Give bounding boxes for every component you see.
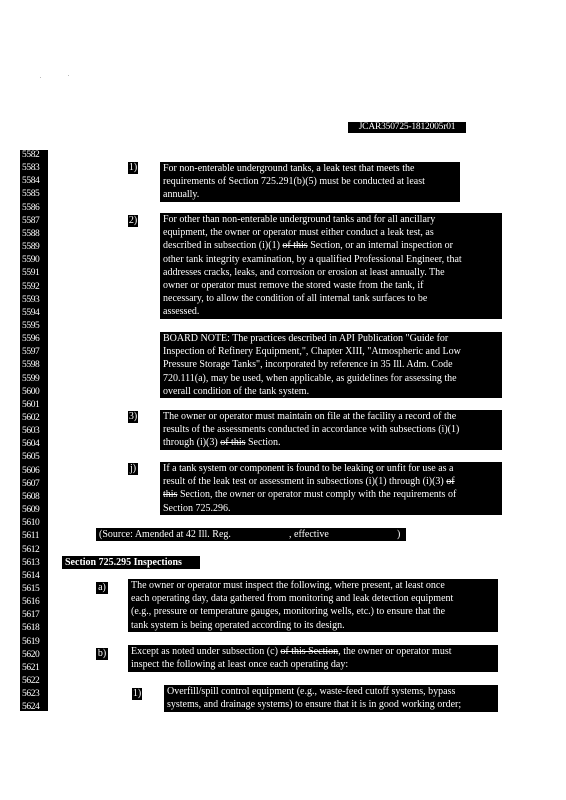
line-number: 5582 [22, 150, 40, 160]
item-1-line: For non-enterable underground tanks, a leak test that meets the [163, 163, 415, 174]
line-number: 5604 [22, 439, 40, 450]
line-number: 5624 [22, 702, 40, 713]
subsection-b1-marker: 1) [132, 688, 142, 699]
line-number: 5587 [22, 215, 40, 226]
item-2-line: other tank integrity examination, by a qualified Professional Engineer, that [163, 253, 462, 265]
deleted-text: of [446, 476, 455, 488]
item-2-line: owner or operator must remove the stored waste from the tank, if [163, 280, 424, 292]
board-note-line: overall condition of the tank system. [163, 385, 310, 397]
line-number: 5610 [22, 518, 40, 529]
item-2-line: For other than non-enterable underground tanks and for all ancillary [163, 214, 436, 225]
item-j-marker: j) [129, 463, 137, 474]
subsection-a-line: (e.g., pressure or temperature gauges, monitoring wells, etc.) to ensure that the [131, 606, 446, 618]
line-number: 5588 [22, 228, 40, 239]
line-number: 5613 [22, 557, 40, 568]
line-number: 5584 [22, 176, 40, 187]
board-note-line: Pressure Storage Tanks", incorporated by reference in 35 Ill. Adm. Code [163, 359, 453, 371]
line-number: 5615 [22, 583, 40, 594]
item-3-text [160, 410, 502, 450]
item-3-line: through (i)(3) of this Section. [163, 437, 281, 449]
line-number: 5597 [22, 347, 40, 358]
item-2-text [160, 213, 502, 319]
line-number: 5599 [22, 373, 40, 384]
line-number: 5614 [22, 570, 40, 581]
item-j-text [160, 462, 502, 515]
source-text: (Source: Amended at 42 Ill. Reg. [99, 529, 231, 540]
item-2-line: necessary, to allow the condition of all internal tank surfaces to be [163, 293, 428, 305]
item-3-marker: 3) [128, 411, 138, 422]
line-number: 5590 [22, 255, 40, 266]
item-3-line: results of the assessments conducted in accordance with subsections (i)(1) [163, 424, 460, 436]
board-note-line: 720.111(a), may be used, when applicable, as guidelines for assessing the [163, 372, 457, 384]
line-number: 5618 [22, 623, 40, 634]
section-heading: Section 725.295 Inspections [62, 556, 200, 569]
subsection-a-text [128, 579, 498, 632]
line-number: 5589 [22, 242, 40, 253]
source-note [96, 528, 406, 541]
item-j-line: If a tank system or component is found to be leaking or unfit for use as a [163, 463, 454, 474]
board-note-line: Inspection of Refinery Equipment,", Chapter XIII, "Atmospheric and Low [163, 346, 461, 358]
subsection-b-marker: b) [97, 648, 107, 659]
board-note-line: BOARD NOTE: The practices described in API Publication "Guide for [163, 333, 449, 344]
item-j-line: result of the leak test or assessment in subsections (i)(1) through (i)(3) of [163, 476, 455, 488]
item-2-line: assessed. [163, 306, 200, 318]
line-number: 5602 [22, 413, 40, 423]
line-number: 5586 [22, 202, 40, 213]
line-number: 5585 [22, 189, 40, 200]
subsection-b1-text [164, 685, 498, 712]
line-number: 5620 [22, 649, 40, 660]
line-number: 5593 [22, 294, 40, 305]
source-close: ) [397, 529, 401, 540]
item-3-line: The owner or operator must maintain on file at the facility a record of the [163, 411, 457, 422]
line-number: 5583 [22, 163, 40, 174]
line-number: 5592 [22, 281, 40, 292]
subsection-b-line: Except as noted under subsection (c) of this Section, the owner or operator must [131, 646, 452, 657]
deleted-text: of this [220, 437, 246, 449]
item-j-line: this Section, the owner or operator must comply with the requirements of [163, 489, 457, 501]
subsection-b-line: inspect the following at least once each operating day: [131, 659, 349, 671]
item-1-marker: 1) [128, 162, 138, 173]
line-number: 5612 [22, 544, 40, 555]
source-effective: , effective [289, 529, 329, 540]
item-1-line: annually. [163, 189, 200, 201]
line-number: 5607 [22, 478, 40, 489]
line-number: 5595 [22, 320, 40, 331]
line-number: 5619 [22, 636, 40, 647]
item-1-text [160, 162, 460, 202]
scan-speck [68, 75, 69, 76]
line-number: 5603 [22, 426, 40, 437]
line-number: 5605 [22, 452, 40, 463]
line-number: 5596 [22, 334, 40, 345]
line-number: 5623 [22, 689, 40, 700]
line-number: 5600 [22, 386, 40, 397]
scan-speck [40, 77, 41, 78]
line-number: 5622 [22, 676, 40, 686]
line-number: 5598 [22, 360, 40, 371]
line-number: 5601 [22, 399, 40, 410]
line-number: 5591 [22, 268, 40, 279]
item-2-marker: 2) [128, 215, 138, 226]
line-number: 5608 [22, 491, 40, 502]
line-number: 5594 [22, 307, 40, 318]
subsection-b-text [128, 645, 498, 672]
subsection-a-marker: a) [96, 582, 108, 594]
deleted-text: of this Section [280, 646, 339, 657]
line-number: 5617 [22, 610, 40, 621]
deleted-text: this [163, 489, 178, 501]
line-number: 5611 [22, 531, 40, 542]
line-number: 5606 [22, 465, 40, 476]
subsection-a-line: each operating day, data gathered from monitoring and leak detection equipment [131, 593, 454, 605]
item-2-line: equipment, the owner or operator must either conduct a leak test, as [163, 227, 434, 239]
subsection-a-line: tank system is being operated according to its design. [131, 619, 345, 631]
board-note [160, 332, 502, 398]
line-number: 5621 [22, 662, 40, 673]
item-j-line: Section 725.296. [163, 502, 231, 514]
line-number-column [20, 150, 48, 711]
subsection-b1-line: Overfill/spill control equipment (e.g., waste-feed cutoff systems, bypass [167, 686, 456, 697]
line-number: 5616 [22, 597, 40, 608]
subsection-a-line: The owner or operator must inspect the following, where present, at least once [131, 580, 445, 591]
deleted-text: of this [282, 240, 308, 252]
document-id: JCAR350725-1812005r01 [348, 122, 466, 133]
item-2-line: described in subsection (i)(1) of this Section, or an internal inspection or [163, 240, 453, 252]
line-number: 5609 [22, 505, 40, 516]
subsection-b1-line: systems, and drainage systems) to ensure that it is in good working order; [167, 699, 462, 711]
item-1-line: requirements of Section 725.291(b)(5) must be conducted at least [163, 176, 425, 188]
item-2-line: addresses cracks, leaks, and corrosion or erosion at least annually. The [163, 266, 445, 278]
